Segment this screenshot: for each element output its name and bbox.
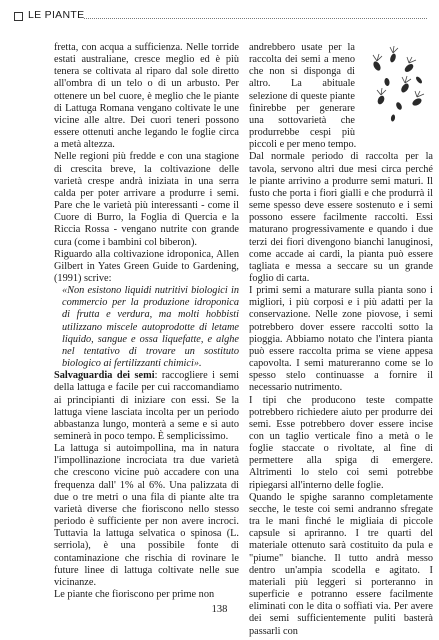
paragraph: fretta, con acqua a sufficienza. Nelle torride estati australiane, cresce meglio ed è più tenera se coltivata al riparo dal sole diretto all'ombra di un telo o di un arbusto. Per ottenere un bel cuore, è meglio che le piante di Lattuga Romana vengano coltivate le une vicine alle altre. Dei cuori teneri possono essere ottenuti anche legando le foglie circa a metà altezza. [54,42,239,151]
header-rule [84,18,427,19]
paragraph: Riguardo alla coltivazione idroponica, Allen Gilbert in Yates Green Guide to Gardening, (1991) scrive: [54,248,239,284]
block-quote: «Non esistono liquidi nutritivi biologici in commercio per la produzione idroponica di frutta e verdura, ma molti hobbisti utilizzano miscele autoprodotte di letame liquido, sangue e ossa liquefatte, e alghe nel tentativo di trovare un sostituto biologico ai fertilizzanti chimici». [62,285,239,370]
section-paragraph [54,370,239,443]
running-header [0,0,439,30]
right-column [249,42,433,638]
page-number: 138 [211,604,228,615]
seed-sketch-icon [359,44,433,126]
header-square-icon [14,12,23,21]
section-text: : raccogliere i semi della lattuga e facile per cui raccomandiamo ai principianti di iniziare con essi. Se la lattuga viene lasciata incolta per un periodo abbastanza lungo, monterà a seme e si auto seminerà in poco tempo. È semplicissimo. [54,370,239,442]
paragraph: andrebbero usate per la raccolta dei semi a meno che non si disponga di altro. La abituale selezione di queste piante finirebbe per generare una sottovarietà che produrrebbe cespi più piccoli e per meno tempo. [249,42,357,151]
header-title: LE PIANTE [28,9,85,21]
paragraph: Le piante che fioriscono per prime non [54,589,215,601]
section-title: Salvaguardia dei semi [54,370,155,382]
paragraph: Quando le spighe saranno completamente secche, le teste coi semi andranno sfregate tra le mani finché le migliaia di piccole capsule si apriranno. I tre quarti del materiale ottenuto sarà costituito da pula e "piume" bianche. Il tutto andrà messo dentro un'ampia scodella e agitato. I materiali più leggeri si porteranno in superficie e potranno essere facilmente eliminati con le dita o soffiati via. Per avere dei semi sufficientemente puliti basterà passarli con [249,491,433,637]
lettuce-seed-illustration [359,44,433,126]
left-column [54,42,239,601]
paragraph: La lattuga si autoimpollina, ma in natura l'impollinazione incrociata tra due varietà che crescono vicine può accadere con una frequenza dall' 1% al 6%. Una palizzata di due o tre metri o una fila di piante alte tra varietà diverse che fioriscono nello stesso periodo è sufficiente per non avere incroci. Tuttavia la lattuga selvatica o spinosa (L. serriola), è una possibile fonte di contaminazione che rischia di rovinare le future linee di lattuga coltivate nelle sue vicinanze. [54,443,239,588]
paragraph: I primi semi a maturare sulla pianta sono i migliori, i più corposi e i più adatti per la conservazione. Nelle zone piovose, i semi potrebbero dover essere raccolti sotto la pioggia. Abbiamo notato che l'intera pianta può essere raccolta prima se viene appesa capovolta. I semi matureranno come se lo spesso stelo continuasse a fornire il necessario nutrimento. [249,285,433,394]
paragraph: Nelle regioni più fredde e con una stagione di crescita breve, la coltivazione delle varietà crespe andrà iniziata in una serra calda per poter arrivare a produrre i semi. Pare che le varietà più interessanti - come il Cuore di Burro, la Foglia di Quercia e la Riccia Rossa - vengano nutrite con grande cura (come i bambini col biberon). [54,151,239,248]
paragraph: I tipi che producono teste compatte potrebbero richiedere aiuto per produrre dei semi. Esse potrebbero dover essere incise con un taglio verticale fino a metà o le foglie staccate o rivoltate, al fine di permettere alla spiga di emergere. Altrimenti lo stelo coi semi potrebbe ripiegarsi all'interno delle foglie. [249,394,433,491]
paragraph: Dal normale periodo di raccolta per la tavola, servono altri due mesi circa perché le piante arrivino a produrre semi maturi. Il fusto che porta i fiori gialli e che produrrà il seme spesso deve essere sostenuto e i semi possono essere facilmente raccolti. Essi maturano progressivamente e quando i due terzi dei fiori divengono bianchi lanuginosi, come accade ai cardi, la pianta può essere tagliata e messa a seccare su un grande foglio di carta. [249,151,433,284]
